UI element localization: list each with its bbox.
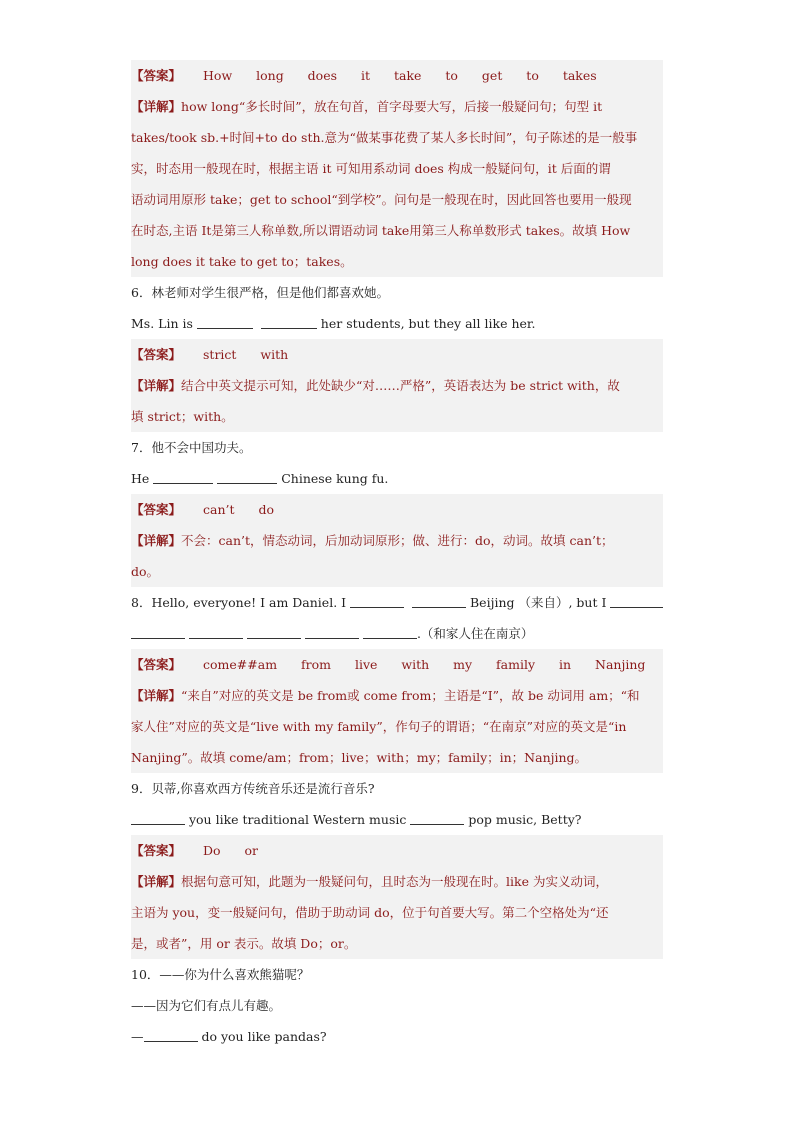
answer-box-q8 [131,649,663,773]
answer-blank[interactable] [261,316,317,329]
question-7-title: 7．他不会中国功夫。 [131,440,252,455]
detail-tag: 【详解】 [131,378,182,393]
detail-line: 实，时态用一般现在时，根据主语 it 可知用系动词 does 构成一般疑问句，it 后面的谓 [131,161,611,176]
sentence-text: — [131,1029,144,1044]
detail-tag: 【详解】 [131,99,182,114]
sentence-text: 8．Hello, everyone! I am Daniel. I [131,595,351,610]
answer-text: How long does it take to get to takes [203,68,597,83]
answer-text: come##am from live with my family in Nanjing [203,657,646,672]
detail-line: Nanjing”。故填 come/am；from；live；with；my；family；in；Nanjing。 [131,750,588,765]
answer-blank[interactable] [153,471,213,484]
sentence-text: Ms. Lin is [131,316,197,331]
detail-text: “来自”对应的英文是 be from或 come from；主语是“I”，故 be 动词用 am；“和 [181,688,640,703]
question-10-line3 [131,1021,663,1052]
answer-tag: 【答案】 [131,68,182,83]
detail-line [131,525,663,556]
answer-line [131,494,663,525]
content-column [131,60,663,1052]
detail-line [131,91,663,122]
detail-line [131,370,663,401]
sentence-text: He [131,471,154,486]
answer-line [131,649,663,680]
answer-tag: 【答案】 [131,657,182,672]
detail-tag: 【详解】 [131,874,182,889]
sentence-text: .（和家人住在南京） [416,626,534,641]
answer-blank[interactable] [197,316,253,329]
detail-text: how long“多长时间”，放在句首，首字母要大写，后接一般疑问句；句型 it [181,99,603,114]
answer-blank[interactable] [144,1029,198,1042]
detail-tag: 【详解】 [131,533,182,548]
detail-line: 填 strict；with。 [131,409,234,424]
question-6-title: 6．林老师对学生很严格，但是他们都喜欢她。 [131,285,389,300]
sentence-text: do you like pandas? [197,1029,327,1044]
detail-text: 不会：can’t，情态动词，后加动词原形；做、进行：do，动词。故填 can’t； [181,533,614,548]
question-10-line2: ——因为它们有点儿有趣。 [131,998,282,1013]
answer-tag: 【答案】 [131,843,182,858]
answer-blank[interactable] [189,626,243,639]
answer-blank[interactable] [131,626,185,639]
detail-line: takes/took sb.+时间+to do sth.意为“做某事花费了某人多长时间”，句子陈述的是一般事 [131,130,638,145]
detail-line [131,866,663,897]
answer-tag: 【答案】 [131,347,182,362]
question-7-sentence [131,463,663,494]
detail-line: 家人住”对应的英文是“live with my family”，作句子的谓语；“在南京”对应的英文是“in [131,719,627,734]
question-9-title: 9．贝蒂,你喜欢西方传统音乐还是流行音乐? [131,781,375,796]
question-9-sentence [131,804,663,835]
answer-blank[interactable] [363,626,417,639]
answer-text: Do or [203,843,259,858]
answer-box-q9 [131,835,663,959]
question-8-line2 [131,618,663,649]
sentence-text: her students, but they all like her. [316,316,536,331]
detail-line: long does it take to get to；takes。 [131,254,353,269]
answer-blank[interactable] [247,626,301,639]
answer-blank[interactable] [350,595,404,608]
answer-box-q5 [131,60,663,277]
detail-line: 在时态,主语 It是第三人称单数,所以谓语动词 take用第三人称单数形式 takes。故填 How [131,223,631,238]
detail-line: 是，或者”，用 or 表示。故填 Do；or。 [131,936,357,951]
question-6-sentence [131,308,663,339]
detail-line: 主语为 you，变一般疑问句，借助于助动词 do，位于句首要大写。第二个空格处为“还 [131,905,609,920]
answer-text: can’t do [203,502,275,517]
answer-blank[interactable] [610,595,663,608]
answer-blank[interactable] [410,812,464,825]
answer-line [131,60,663,91]
answer-line [131,339,663,370]
detail-text: 根据句意可知，此题为一般疑问句，且时态为一般现在时。like 为实义动词， [181,874,608,889]
detail-line: 语动词用原形 take；get to school“到学校”。问句是一般现在时，因此回答也要用一般现 [131,192,632,207]
detail-line: do。 [131,564,160,579]
sentence-text: Beijing （来自）, but I [466,595,611,610]
question-8-line1 [131,587,663,618]
answer-tag: 【答案】 [131,502,182,517]
answer-blank[interactable] [305,626,359,639]
answer-text: strict with [203,347,289,362]
sentence-text: Chinese kung fu. [277,471,389,486]
answer-line [131,835,663,866]
detail-tag: 【详解】 [131,688,182,703]
sentence-text: pop music, Betty? [464,812,582,827]
detail-text: 结合中英文提示可知，此处缺少“对……严格”，英语表达为 be strict with，故 [181,378,620,393]
answer-box-q6 [131,339,663,432]
answer-blank[interactable] [217,471,277,484]
answer-blank[interactable] [131,812,185,825]
question-10-title: 10．——你为什么喜欢熊猫呢？ [131,967,310,982]
answer-box-q7 [131,494,663,587]
detail-line [131,680,663,711]
answer-blank[interactable] [412,595,466,608]
sentence-text: you like traditional Western music [185,812,411,827]
